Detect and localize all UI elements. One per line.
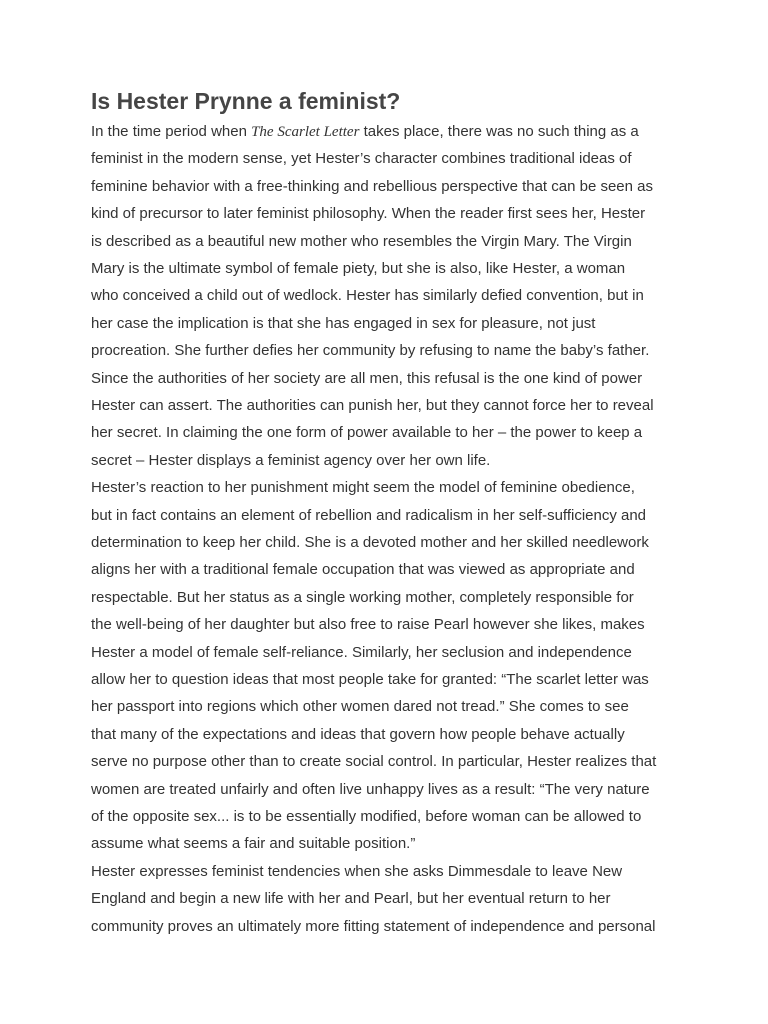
text-line: community proves an ultimately more fitting statement of independence and personal	[91, 917, 656, 935]
text-line: aligns her with a traditional female occupation that was viewed as appropriate and	[91, 561, 635, 579]
text-line: that many of the expectations and ideas that govern how people behave actually	[91, 725, 625, 743]
text-line: but in fact contains an element of rebellion and radicalism in her self-sufficiency and	[91, 506, 647, 524]
page-title: Is Hester Prynne a feminist?	[91, 88, 401, 114]
text-line: feminist in the modern sense, yet Hester’s character combines traditional ideas of	[91, 150, 632, 168]
text-line: determination to keep her child. She is a devoted mother and her skilled needlework	[91, 534, 649, 551]
text-line: kind of precursor to later feminist philosophy. When the reader first sees her, Hester	[91, 205, 646, 223]
text-line: Mary is the ultimate symbol of female piety, but she is also, like Hester, a woman	[91, 260, 626, 277]
text-line: Hester can assert. The authorities can punish her, but they cannot force her to reveal	[91, 397, 654, 414]
text-line: feminine behavior with a free-thinking and rebellious perspective that can be seen as	[91, 177, 654, 195]
text-line: is described as a beautiful new mother who resembles the Virgin Mary. The Virgin	[91, 232, 632, 250]
text-line: women are treated unfairly and often live unhappy lives as a result: “The very nature	[91, 780, 650, 798]
text-line: her passport into regions which other women dared not tread.” She comes to see	[91, 698, 629, 716]
text-run: takes place, there was no such thing as a	[359, 123, 639, 140]
text-run: In the time period when	[91, 123, 252, 140]
text-line: respectable. But her status as a single working mother, completely responsible for	[91, 588, 634, 606]
text-line: allow her to question ideas that most people take for granted: “The scarlet letter was	[91, 671, 649, 688]
text-line: Since the authorities of her society are all men, this refusal is the one kind of power	[91, 369, 643, 387]
text-line: assume what seems a fair and suitable position.”	[91, 835, 416, 853]
text-line	[91, 122, 639, 142]
text-line: who conceived a child out of wedlock. Hester has similarly defied convention, but in	[91, 287, 644, 305]
text-line: procreation. She further defies her community by refusing to name the baby’s father.	[91, 342, 650, 360]
text-line: Hester expresses feminist tendencies when she asks Dimmesdale to leave New	[91, 862, 623, 880]
text-line: the well-being of her daughter but also free to raise Pearl however she likes, makes	[91, 616, 645, 634]
text-line: of the opposite sex... is to be essentially modified, before woman can be allowed to	[91, 808, 642, 825]
text-line: England and begin a new life with her and Pearl, but her eventual return to her	[91, 890, 611, 908]
book-title-italic: The Scarlet Letter	[251, 124, 360, 140]
text-line: her secret. In claiming the one form of power available to her – the power to keep a	[91, 424, 643, 442]
text-line: her case the implication is that she has engaged in sex for pleasure, not just	[91, 314, 596, 332]
text-line: serve no purpose other than to create social control. In particular, Hester realizes that	[91, 753, 657, 771]
text-line: secret – Hester displays a feminist agency over her own life.	[91, 451, 491, 469]
text-line: Hester a model of female self-reliance. Similarly, her seclusion and independence	[91, 643, 632, 661]
text-line: Hester’s reaction to her punishment might seem the model of feminine obedience,	[91, 479, 635, 497]
